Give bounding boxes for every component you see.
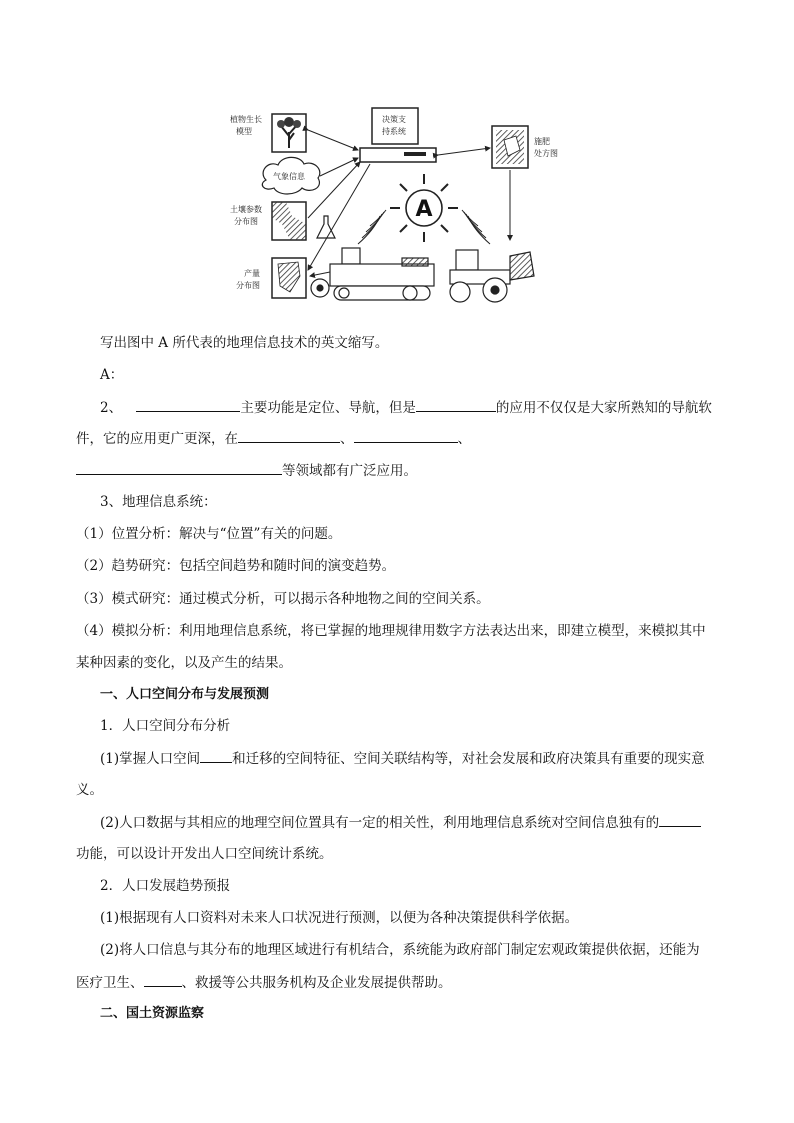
s1-2b-line-1: (2)将人口信息与其分布的地理区域进行有机结合，系统能为政府部门制定宏观政策提供依据，还能为 <box>100 942 700 958</box>
fertilizer-label-1: 施肥 <box>534 137 550 146</box>
soil-map-label-2: 分布图 <box>234 217 258 226</box>
q2-line-2 <box>76 428 471 449</box>
soil-map-label-1: 土壤参数 <box>230 205 262 214</box>
fertilizer-label-2: 处方图 <box>534 149 558 158</box>
subsection-1-2: 2．人口发展趋势预报 <box>100 878 231 894</box>
decision-label-1: 决策支 <box>382 115 406 124</box>
q2-line-1 <box>100 397 712 418</box>
gnss-satellite-symbol <box>390 174 458 242</box>
plant-model-label-2: 模型 <box>236 127 252 136</box>
answer-blank[interactable] <box>416 397 496 412</box>
question-intro: 写出图中 A 所代表的地理信息技术的英文缩写。 <box>100 335 389 351</box>
q2-text-c: 件，它的应用更广更深，在 <box>76 431 238 447</box>
s1-1b-line-1 <box>100 812 701 833</box>
q2-line-3 <box>76 460 417 481</box>
s1-1a-post: 和迁移的空间特征、空间关联结构等，对社会发展和政府决策具有重要的现实意 <box>232 751 705 767</box>
combine-harvester <box>311 248 434 300</box>
q2-number: 2、 <box>100 400 123 416</box>
s1-1b-pre: (2)人口数据与其相应的地理空间位置具有一定的相关性，利用地理信息系统对空间信息独有的 <box>100 815 660 831</box>
section-heading-1: 一、人口空间分布与发展预测 <box>100 687 270 702</box>
tractor <box>450 250 534 302</box>
decision-label-2: 持系统 <box>382 127 406 136</box>
q3-title: 3、地理信息系统： <box>100 494 217 510</box>
answer-blank[interactable] <box>659 812 701 827</box>
plant-model-box <box>272 114 306 152</box>
q3-item-1: （1）位置分析：解决与“位置”有关的问题。 <box>76 526 342 542</box>
s1-2b-line-2 <box>76 972 452 993</box>
weather-label: 气象信息 <box>273 172 305 181</box>
yield-map-label-2: 分布图 <box>236 281 260 290</box>
q2-sep-2: 、 <box>457 431 471 447</box>
answer-blank[interactable] <box>76 460 282 475</box>
flask-icon <box>317 216 335 238</box>
yield-map-box <box>272 258 306 298</box>
center-a-label: A <box>415 197 433 222</box>
gis-agriculture-diagram <box>220 100 558 315</box>
yield-map-label-1: 产量 <box>244 269 260 278</box>
q2-text-a: 主要功能是定位、导航，但是 <box>240 400 416 416</box>
q2-text-d: 等领域都有广泛应用。 <box>282 463 417 479</box>
fertilizer-map-box <box>492 126 528 168</box>
q3-item-4-line-2: 某种因素的变化，以及产生的结果。 <box>76 655 292 671</box>
s1-2c-post: 、救援等公共服务机构及企业发展提供帮助。 <box>181 975 452 991</box>
answer-blank[interactable] <box>354 428 458 443</box>
s1-2a: (1)根据现有人口资料对未来人口状况进行预测，以便为各种决策提供科学依据。 <box>100 910 579 926</box>
q2-text-b: 的应用不仅仅是大家所熟知的导航软 <box>495 400 712 416</box>
answer-a-label: A： <box>100 367 124 383</box>
answer-blank[interactable] <box>238 428 340 443</box>
q2-sep-1: 、 <box>340 431 354 447</box>
plant-model-label-1: 植物生长 <box>230 115 262 124</box>
q3-item-4-line-1: （4）模拟分析：利用地理信息系统，将已掌握的地理规律用数字方法表达出来，即建立模型，来模拟其中 <box>76 623 706 639</box>
s1-1b-line-2: 功能，可以设计开发出人口空间统计系统。 <box>76 846 333 862</box>
s1-1a-line-1 <box>100 748 705 769</box>
q3-item-3: （3）模式研究：通过模式分析，可以揭示各种地物之间的空间关系。 <box>76 591 490 607</box>
s1-2c-pre: 医疗卫生、 <box>76 975 144 991</box>
answer-blank[interactable] <box>136 397 240 412</box>
answer-blank[interactable] <box>200 748 232 763</box>
section-heading-2: 二、国土资源监察 <box>100 1006 205 1021</box>
q3-item-2: （2）趋势研究：包括空间趋势和随时间的演变趋势。 <box>76 558 396 574</box>
subsection-1-1: 1．人口空间分布分析 <box>100 718 231 734</box>
answer-blank[interactable] <box>144 972 182 987</box>
s1-1a-pre: (1)掌握人口空间 <box>100 751 201 767</box>
soil-map-box <box>272 202 306 240</box>
s1-1a-line-2: 义。 <box>76 782 103 798</box>
